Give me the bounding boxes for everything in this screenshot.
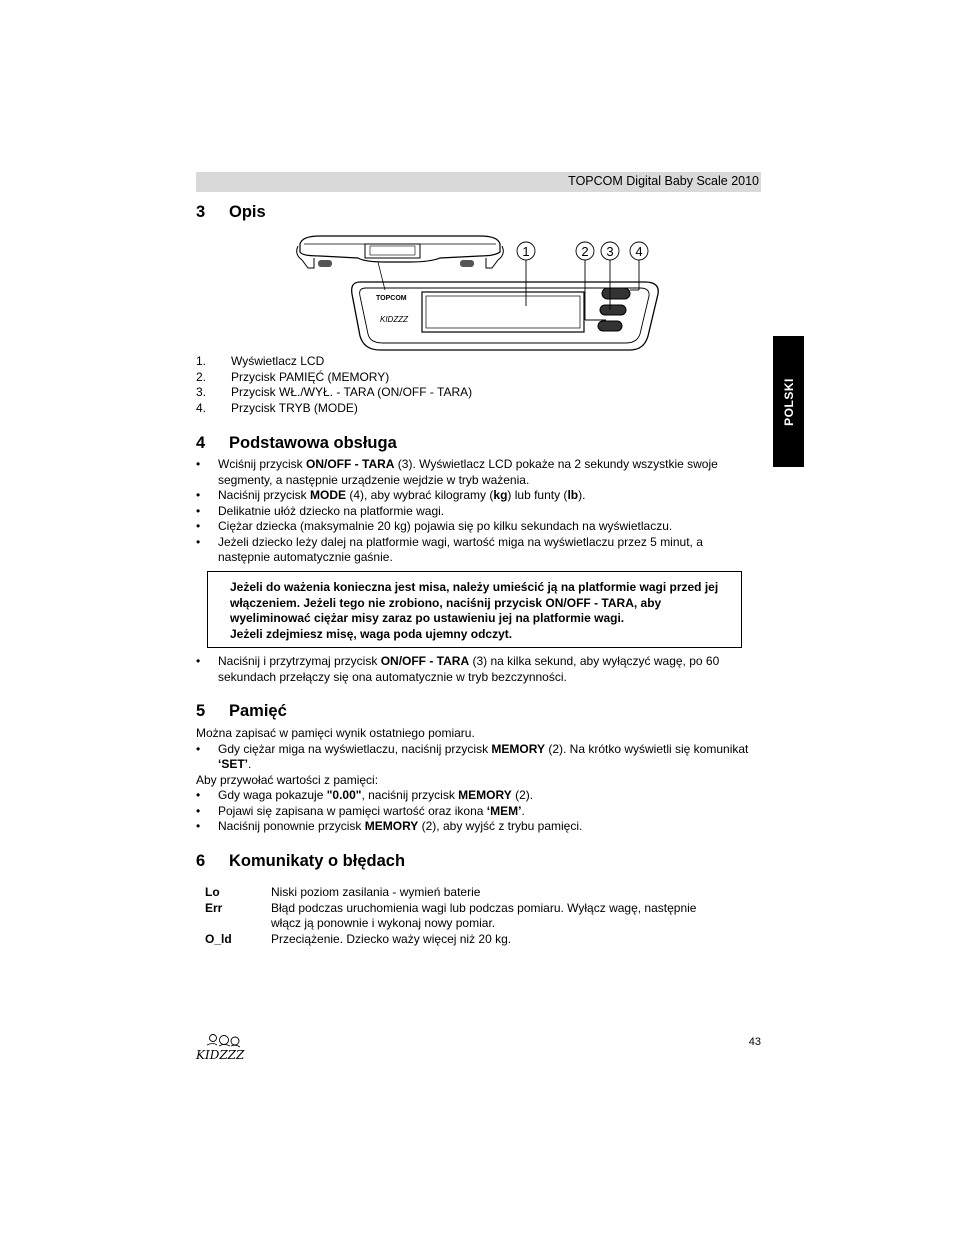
error-description: Niski poziom zasilania - wymień baterie (271, 885, 481, 899)
section-5-heading: 5 Pamięć (196, 702, 287, 720)
error-description: Przeciążenie. Dziecko waży więcej niż 20 kg. (271, 931, 512, 946)
list-item: • Naciśnij ponownie przycisk MEMORY (2), aby wyjść z trybu pamięci. (196, 819, 756, 835)
callout-4: 4 (635, 244, 643, 259)
callout-1: 1 (522, 244, 530, 259)
list-item: • Pojawi się zapisana w pamięci wartość oraz ikona ‘MEM’. (196, 804, 756, 820)
note-box (207, 571, 742, 648)
error-code: O_ld (205, 931, 232, 946)
page-number: 43 (748, 1036, 761, 1048)
paragraph: Można zapisać w pamięci wynik ostatniego pomiaru. (196, 726, 475, 740)
memory-section-body (196, 726, 756, 835)
list-item: 4. Przycisk TRYB (MODE) (196, 400, 358, 415)
list-item: 1. Wyświetlacz LCD (196, 354, 325, 368)
list-item: 3. Przycisk WŁ./WYŁ. - TARA (ON/OFF - TARA) (196, 385, 473, 399)
note-text: Jeżeli zdejmiesz misę, waga poda ujemny odczyt. (230, 626, 513, 641)
error-description: Błąd podczas uruchomienia wagi lub podczas pomiaru. Wyłącz wagę, następnie włącz ją ponownie i wykonaj nowy pomiar. (271, 900, 697, 930)
memory-store-list (196, 742, 756, 773)
kidzzz-footer-logo (195, 1028, 247, 1062)
list-item: • Gdy waga pokazuje "0.00", naciśnij przycisk MEMORY (2). (196, 788, 756, 804)
error-codes-table (205, 885, 745, 950)
list-item: • Jeżeli dziecko leży dalej na platformie wagi, wartość miga na wyświetlaczu przez 5 minut, a następnie automatycznie gaśnie. (196, 535, 746, 566)
scale-illustration (290, 232, 665, 357)
callout-3: 3 (606, 244, 614, 259)
basic-operation-list (196, 457, 746, 566)
parts-list (196, 354, 756, 416)
language-tab-label: POLSKI (781, 377, 796, 426)
section-3-heading (196, 203, 266, 222)
list-item: • Gdy ciężar miga na wyświetlaczu, naciśnij przycisk MEMORY (2). Na krótko wyświetli się komunikat ‘SET’. (196, 742, 756, 773)
section-6-heading: 6 Komunikaty o błędach (196, 852, 406, 870)
callout-2: 2 (581, 244, 589, 259)
section-number: 3 (196, 203, 206, 221)
section-4-heading: 4 Podstawowa obsługa (196, 434, 397, 452)
power-off-list (196, 654, 746, 685)
list-item: • Ciężar dziecka (maksymalnie 20 kg) pojawia się po kilku sekundach na wyświetlaczu. (196, 519, 746, 535)
section-title: Opis (229, 203, 266, 221)
error-code: Lo (205, 885, 220, 899)
list-item: • Delikatnie ułóż dziecko na platformie wagi. (196, 504, 746, 520)
list-item: • Wciśnij przycisk ON/OFF - TARA (3). Wyświetlacz LCD pokaże na 2 sekundy wszystkie swoje segmenty, a następnie urządzenie wejdzie w tryb ważenia. (196, 457, 746, 488)
topcom-logo: TOPCOM (376, 295, 407, 302)
scale-side-view (297, 236, 504, 268)
paragraph: Aby przywołać wartości z pamięci: (196, 772, 379, 787)
language-tab (773, 336, 804, 467)
list-item: 2. Przycisk PAMIĘĆ (MEMORY) (196, 369, 390, 384)
header-bar (196, 172, 761, 192)
note-text: Jeżeli do ważenia konieczna jest misa, należy umieścić ją na platformie wagi przed jej włączeniem. Jeżeli tego nie zrobiono, naciśnij przycisk ON/OFF - TARA, aby wyeliminować ciężar misy zaraz po ustawieniu jej na platformie wagi. (230, 580, 719, 625)
memory-recall-list (196, 788, 756, 835)
list-item: • Naciśnij i przytrzymaj przycisk ON/OFF - TARA (3) na kilka sekund, aby wyłączyć wagę, po 60 sekundach przełączy się ona automatycznie w tryb bezczynności. (196, 654, 746, 685)
error-code: Err (205, 900, 223, 915)
kidzzz-logo-small: KIDZZZ (380, 315, 408, 324)
list-item: • Naciśnij przycisk MODE (4), aby wybrać kilogramy (kg) lub funty (lb). (196, 488, 746, 504)
svg-text:KIDZZZ: KIDZZZ (196, 1048, 245, 1062)
header-title: TOPCOM Digital Baby Scale 2010 (568, 174, 759, 188)
